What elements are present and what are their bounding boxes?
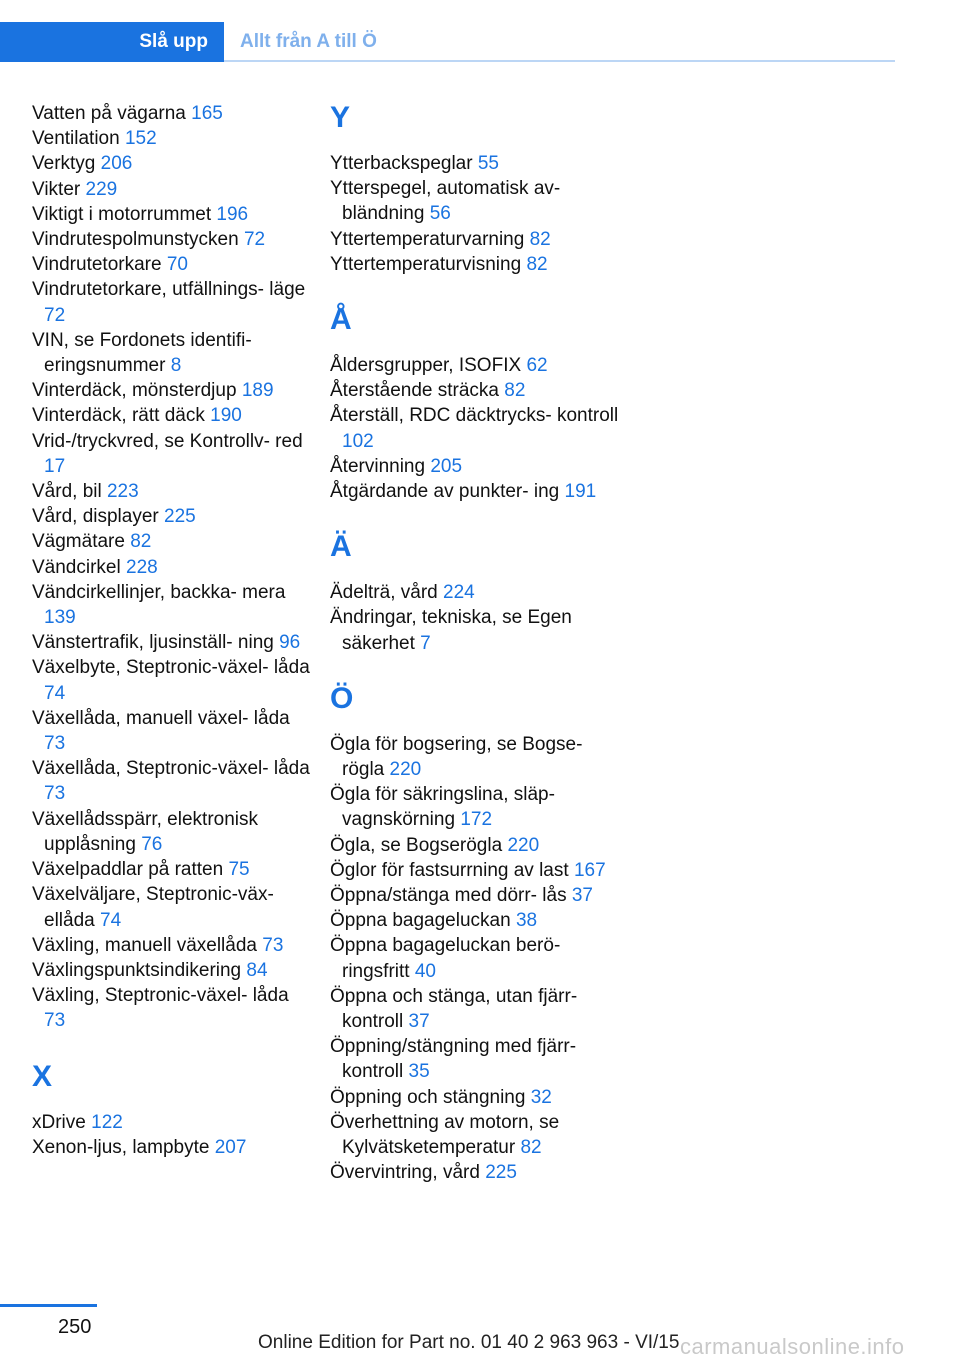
page-reference-link[interactable]: 225: [485, 1162, 517, 1184]
index-letter-heading: X: [32, 1059, 53, 1093]
index-entry: [330, 227, 620, 252]
index-entry: [32, 756, 312, 806]
index-entry-text: Återställ, RDC däcktrycks‐ kontroll: [330, 405, 619, 427]
page-reference-link[interactable]: 189: [241, 380, 274, 402]
index-entry-text: Växling, manuell växellåda: [32, 934, 257, 956]
page-reference-link[interactable]: 17: [44, 455, 66, 477]
index-letter-heading: Å: [330, 303, 352, 337]
index-letter-heading: Y: [330, 101, 351, 134]
page-reference-link[interactable]: 191: [564, 481, 597, 503]
index-entry-text: Ventilation: [32, 128, 120, 150]
index-entry: [32, 504, 312, 529]
index-entry: [32, 580, 312, 630]
section-gap: [330, 277, 620, 303]
page-reference-link[interactable]: 38: [515, 910, 538, 932]
index-entry-text: Yttertemperaturvarning: [330, 228, 525, 250]
index-entry-text: Vård, displayer: [32, 506, 159, 528]
index-entry-text: Ögla, se Bogserögla: [330, 834, 503, 856]
index-entry-text: Öglor för fastsurrning av last: [330, 859, 569, 881]
index-entry-text: Återstående sträcka: [330, 380, 499, 402]
index-entry-text: Växling, Steptronic-växel‐ låda: [32, 985, 289, 1007]
index-entry: [32, 252, 312, 277]
page-reference-link[interactable]: 82: [130, 531, 152, 553]
index-entry-text: Åtgärdande av punkter‐ ing: [330, 481, 560, 503]
index-entry-text: Vrid-/tryckvred, se Kontrollv‐ red: [32, 430, 303, 452]
index-entry-text: Växellåda, Steptronic-växel‐ låda: [32, 758, 310, 780]
page-reference-link[interactable]: 96: [279, 632, 301, 654]
index-entry-text: Öppning och stängning: [330, 1086, 526, 1108]
index-entry: [330, 984, 620, 1034]
index-entry: [32, 630, 312, 655]
index-entry-text: Vatten på vägarna: [32, 103, 186, 124]
page-reference-link[interactable]: 37: [408, 1011, 430, 1033]
page-reference-link[interactable]: 73: [44, 783, 66, 805]
index-entry: [32, 227, 312, 252]
index-entry-text: Xenon-ljus, lampbyte: [32, 1136, 210, 1158]
page-reference-link[interactable]: 72: [243, 229, 266, 251]
page-reference-link[interactable]: 190: [210, 405, 242, 427]
index-entry: [32, 958, 312, 983]
index-entry-text: Ändringar, tekniska, se Egen säkerhet: [330, 607, 572, 654]
page-reference-link[interactable]: 205: [430, 455, 463, 477]
index-entry-text: Ädelträ, vård: [330, 582, 438, 604]
index-entry: [32, 857, 312, 882]
index-entry: [32, 277, 312, 327]
index-entry: [32, 378, 312, 403]
page-reference-link[interactable]: 220: [507, 834, 540, 856]
tab-sla-upp[interactable]: Slå upp: [0, 22, 224, 62]
page-reference-link[interactable]: 207: [214, 1136, 247, 1158]
page-reference-link[interactable]: 72: [44, 304, 66, 326]
page-reference-link[interactable]: 223: [106, 481, 139, 503]
page-reference-link[interactable]: 82: [504, 380, 526, 402]
index-entry: [330, 378, 620, 403]
page-reference-link[interactable]: 229: [85, 178, 118, 200]
page-reference-link[interactable]: 139: [44, 607, 76, 629]
index-entry: [32, 177, 312, 202]
index-entry-text: Vändcirkellinjer, backka‐ mera: [32, 581, 286, 603]
index-entry-text: Viktigt i motorrummet: [32, 203, 212, 225]
page-reference-link[interactable]: 152: [124, 128, 157, 150]
index-entry: [32, 403, 312, 428]
index-entry-text: Öppna/stänga med dörr‐ lås: [330, 885, 567, 907]
page-reference-link[interactable]: 84: [246, 959, 268, 981]
index-entry-text: Vikter: [32, 178, 81, 200]
index-entry: [32, 555, 312, 580]
watermark: carmanualsonline.info: [680, 1334, 905, 1359]
page-reference-link[interactable]: 73: [44, 1010, 66, 1032]
page-reference-link[interactable]: 220: [389, 759, 422, 781]
index-entry-text: Övervintring, vård: [330, 1162, 480, 1184]
page-number: 250: [58, 1316, 92, 1338]
index-entry-text: Öppna bagageluckan berö‐ ringsfritt: [330, 935, 561, 982]
index-entry: [32, 529, 312, 554]
index-entry-text: Växellådsspärr, elektronisk upplåsning: [32, 808, 258, 855]
header-divider: [224, 60, 895, 62]
index-entry: [330, 1160, 620, 1185]
page-reference-link[interactable]: 172: [460, 809, 493, 831]
page-reference-link[interactable]: 122: [91, 1111, 123, 1133]
index-entry: [330, 908, 620, 933]
page-reference-link[interactable]: 82: [520, 1137, 542, 1159]
index-entry-text: Vändcirkel: [32, 556, 121, 578]
index-entry-text: Vindrutetorkare: [32, 254, 162, 276]
top-navigation: [0, 0, 960, 62]
page-reference-link[interactable]: 55: [477, 153, 499, 174]
index-entry-text: Ögla för säkringslina, släp‐ vagnskörning: [330, 784, 555, 831]
index-entry-text: Återvinning: [330, 455, 426, 477]
index-entry: [330, 782, 620, 832]
page-reference-link[interactable]: 74: [100, 909, 122, 931]
index-entry-text: Växelväljare, Steptronic-väx‐ ellåda: [32, 884, 274, 931]
index-entry-text: Växlingspunktsindikering: [32, 959, 242, 981]
index-entry-text: Åldersgrupper, ISOFIX: [330, 355, 522, 377]
index-entry: [32, 101, 312, 126]
page-number-rule: [0, 1304, 97, 1307]
index-entry-text: Verktyg: [32, 153, 96, 175]
index-entry-text: xDrive: [32, 1111, 86, 1133]
index-entry: [32, 429, 312, 479]
index-entry: [330, 833, 620, 858]
index-entry-text: Öppning/stängning med fjärr‐ kontroll: [330, 1036, 577, 1083]
index-entry: [330, 403, 620, 453]
index-entry-text: Överhettning av motorn, se Kylvätsketemperatur: [330, 1111, 560, 1159]
index-entry: [330, 858, 620, 883]
index-entry-text: Vindrutetorkare, utfällnings‐ läge: [32, 279, 306, 301]
index-entry-text: Vård, bil: [32, 481, 102, 503]
index-entry-text: Ytterspegel, automatisk av‐ bländning: [330, 178, 561, 225]
page-reference-link[interactable]: 196: [216, 203, 249, 225]
page-reference-link[interactable]: 102: [342, 430, 374, 452]
page-reference-link[interactable]: 70: [166, 254, 188, 276]
page-reference-link[interactable]: 32: [530, 1086, 552, 1108]
index-entry-text: Vänstertrafik, ljusinställ‐ ning: [32, 632, 274, 654]
index-entry: [330, 479, 620, 504]
index-entry: [330, 1110, 620, 1160]
index-entry: [330, 252, 620, 277]
index-entry-text: Ytterbackspeglar: [330, 153, 473, 174]
index-entry: [330, 1085, 620, 1110]
index-entry-text: Vinterdäck, mönsterdjup: [32, 380, 237, 402]
page-reference-link[interactable]: 165: [191, 103, 223, 124]
index-entry: [330, 580, 620, 605]
index-column-left: [32, 101, 312, 1160]
section-gap: [330, 656, 620, 682]
page-reference-link[interactable]: 228: [126, 556, 158, 578]
index-entry-text: Växelbyte, Steptronic-växel‐ låda: [32, 657, 310, 679]
page-reference-link[interactable]: 225: [164, 506, 196, 528]
index-entry-text: Växellåda, manuell växel‐ låda: [32, 707, 290, 729]
index-entry-text: Vägmätare: [32, 531, 125, 553]
index-entry: [32, 126, 312, 151]
index-entry: [330, 151, 620, 176]
index-entry: [32, 479, 312, 504]
tab-allt-fran-a-till-o[interactable]: Allt från A till Ö: [240, 31, 377, 52]
index-entry: [32, 328, 312, 378]
index-entry: [32, 655, 312, 705]
index-entry: [330, 454, 620, 479]
index-entry: [32, 882, 312, 932]
index-entry: [330, 732, 620, 782]
page-reference-link[interactable]: 76: [141, 833, 163, 855]
page-reference-link[interactable]: 206: [100, 153, 133, 175]
index-letter-heading: Ö: [330, 681, 354, 715]
page-reference-link[interactable]: 37: [571, 885, 593, 907]
page-reference-link[interactable]: 167: [573, 859, 606, 881]
edition-footer: Online Edition for Part no. 01 40 2 963 963 - VI/15: [258, 1332, 680, 1353]
index-entry: [330, 353, 620, 378]
index-entry-text: Vindrutespolmunstycken: [32, 229, 239, 251]
page-reference-link[interactable]: 40: [414, 960, 436, 982]
index-entry-text: Ögla för bogsering, se Bogse‐ rögla: [330, 733, 583, 781]
page-reference-link[interactable]: 62: [526, 355, 548, 377]
page-reference-link[interactable]: 82: [529, 228, 551, 250]
index-entry-text: Öppna och stänga, utan fjärr‐ kontroll: [330, 985, 578, 1033]
index-entry-text: Öppna bagageluckan: [330, 910, 511, 932]
index-column-right: [330, 101, 620, 1186]
index-entry: [330, 605, 620, 655]
index-entry: [330, 883, 620, 908]
index-entry: [32, 706, 312, 756]
index-entry: [32, 933, 312, 958]
index-entry: [32, 807, 312, 857]
index-entry: [330, 176, 620, 226]
index-entry: [32, 983, 312, 1033]
page-reference-link[interactable]: 224: [443, 582, 475, 604]
index-letter-heading: Ä: [330, 530, 352, 564]
page-reference-link[interactable]: 73: [262, 934, 284, 956]
index-entry-text: VIN, se Fordonets identifi‐ eringsnummer: [32, 329, 252, 377]
page-reference-link[interactable]: 74: [44, 682, 66, 704]
page-reference-link[interactable]: 7: [420, 632, 431, 654]
page-reference-link[interactable]: 35: [408, 1061, 430, 1083]
index-entry: [32, 151, 312, 176]
index-entry-text: Växelpaddlar på ratten: [32, 859, 224, 881]
index-entry: [32, 1110, 312, 1135]
page-reference-link[interactable]: 75: [228, 859, 250, 881]
index-entry: [330, 933, 620, 983]
page-reference-link[interactable]: 56: [429, 203, 451, 225]
index-entry-text: Yttertemperaturvisning: [330, 253, 522, 275]
index-entry: [32, 1135, 312, 1160]
section-gap: [32, 1034, 312, 1060]
page-reference-link[interactable]: 8: [170, 355, 182, 377]
index-entry: [330, 1034, 620, 1084]
index-entry: [32, 202, 312, 227]
page-reference-link[interactable]: 73: [44, 733, 66, 755]
section-gap: [330, 504, 620, 530]
page-reference-link[interactable]: 82: [526, 253, 548, 275]
index-entry-text: Vinterdäck, rätt däck: [32, 405, 205, 427]
